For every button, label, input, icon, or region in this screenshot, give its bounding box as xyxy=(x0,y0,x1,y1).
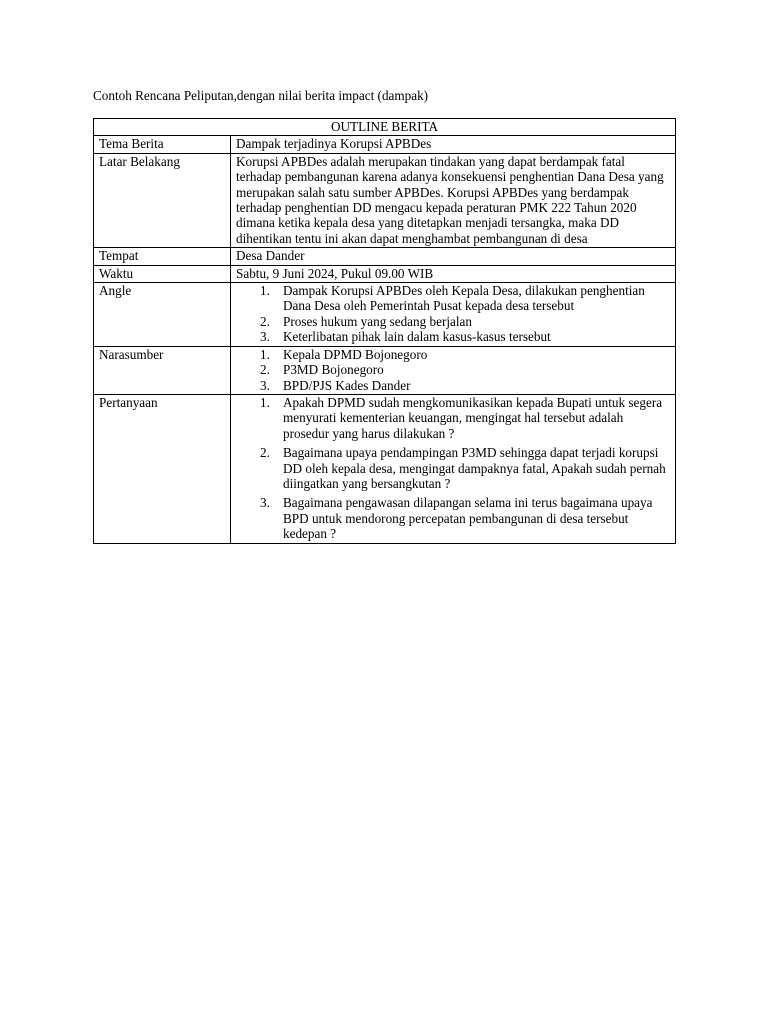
list-item-number: 2. xyxy=(260,362,270,378)
row-waktu xyxy=(94,265,676,282)
label-latar-belakang: Latar Belakang xyxy=(94,153,231,247)
value-angle xyxy=(231,283,676,347)
row-tempat xyxy=(94,248,676,265)
row-narasumber xyxy=(94,346,676,394)
label-tempat: Tempat xyxy=(94,248,231,265)
list-item xyxy=(236,283,670,314)
list-item-text: Apakah DPMD sudah mengkomunikasikan kepada Bupati untuk segera menyurati kementerian keuangan, mengingat hal tersebut adalah prosedur yang harus dilakukan ? xyxy=(283,394,663,441)
list-item-text: Bagaimana upaya pendampingan P3MD sehingga dapat terjadi korupsi DD oleh kepala desa, mengingat dampaknya fatal, Apakah sudah pernah diingatkan yang bersangkutan ? xyxy=(283,445,666,491)
narasumber-list xyxy=(236,347,670,393)
label-narasumber: Narasumber xyxy=(94,346,231,394)
document-intro-line: Contoh Rencana Peliputan,dengan nilai berita impact (dampak) xyxy=(93,88,429,103)
list-item xyxy=(236,329,670,344)
label-pertanyaan: Pertanyaan xyxy=(94,394,231,543)
list-item-text: P3MD Bojonegoro xyxy=(283,362,384,378)
list-item-number: 3. xyxy=(260,377,270,393)
value-pertanyaan xyxy=(231,394,676,543)
table-header-row xyxy=(94,119,676,136)
value-tema-berita: Dampak terjadinya Korupsi APBDes xyxy=(231,136,676,153)
table-header: OUTLINE BERITA xyxy=(94,119,676,136)
list-item-number: 2. xyxy=(260,313,270,329)
value-tempat: Desa Dander xyxy=(231,248,676,265)
list-item xyxy=(236,445,670,491)
label-tema-berita: Tema Berita xyxy=(94,136,231,153)
row-pertanyaan xyxy=(94,394,676,543)
list-item xyxy=(236,347,670,362)
list-item xyxy=(236,395,670,441)
list-item-number: 1. xyxy=(260,394,270,410)
list-item-text: Dampak Korupsi APBDes oleh Kepala Desa, dilakukan penghentian Dana Desa oleh Pemerintah Pusat kepada desa tersebut xyxy=(283,283,645,314)
list-item-number: 3. xyxy=(260,495,270,511)
value-latar-belakang: Korupsi APBDes adalah merupakan tindakan yang dapat berdampak fatal terhadap pembangunan karena adanya konsekuensi penghentian Dana Desa yang merupakan salah satu sumber APBDes. Korupsi APBDes yang berdampak terhadap penghentian DD mengacu kepada peraturan PMK 222 Tahun 2020 dimana ketika kepala desa yang ditetapkan menjadi tersangka, maka DD dihentikan tentu ini akan dapat menghambat pembangunan di desa xyxy=(231,153,676,247)
row-tema-berita xyxy=(94,136,676,153)
list-item-text: Bagaimana pengawasan dilapangan selama ini terus bagaimana upaya BPD untuk mendorong percepatan pembangunan di desa tersebut kedepan ? xyxy=(283,495,653,542)
label-angle: Angle xyxy=(94,283,231,347)
row-latar-belakang xyxy=(94,153,676,247)
list-item-text: Proses hukum yang sedang berjalan xyxy=(283,313,472,329)
pertanyaan-list xyxy=(236,395,670,542)
list-item xyxy=(236,495,670,541)
value-waktu: Sabtu, 9 Juni 2024, Pukul 09.00 WIB xyxy=(231,265,676,282)
label-waktu: Waktu xyxy=(94,265,231,282)
list-item-number: 3. xyxy=(260,329,270,345)
list-item-number: 2. xyxy=(260,445,270,461)
list-item-number: 1. xyxy=(260,283,270,299)
list-item-text: BPD/PJS Kades Dander xyxy=(283,377,411,393)
row-angle xyxy=(94,283,676,347)
list-item-text: Kepala DPMD Bojonegoro xyxy=(283,346,428,362)
list-item xyxy=(236,362,670,377)
list-item xyxy=(236,378,670,393)
angle-list xyxy=(236,283,670,345)
list-item-text: Keterlibatan pihak lain dalam kasus-kasus tersebut xyxy=(283,329,551,345)
value-narasumber xyxy=(231,346,676,394)
list-item xyxy=(236,314,670,329)
list-item-number: 1. xyxy=(260,346,270,362)
outline-table xyxy=(93,118,676,544)
